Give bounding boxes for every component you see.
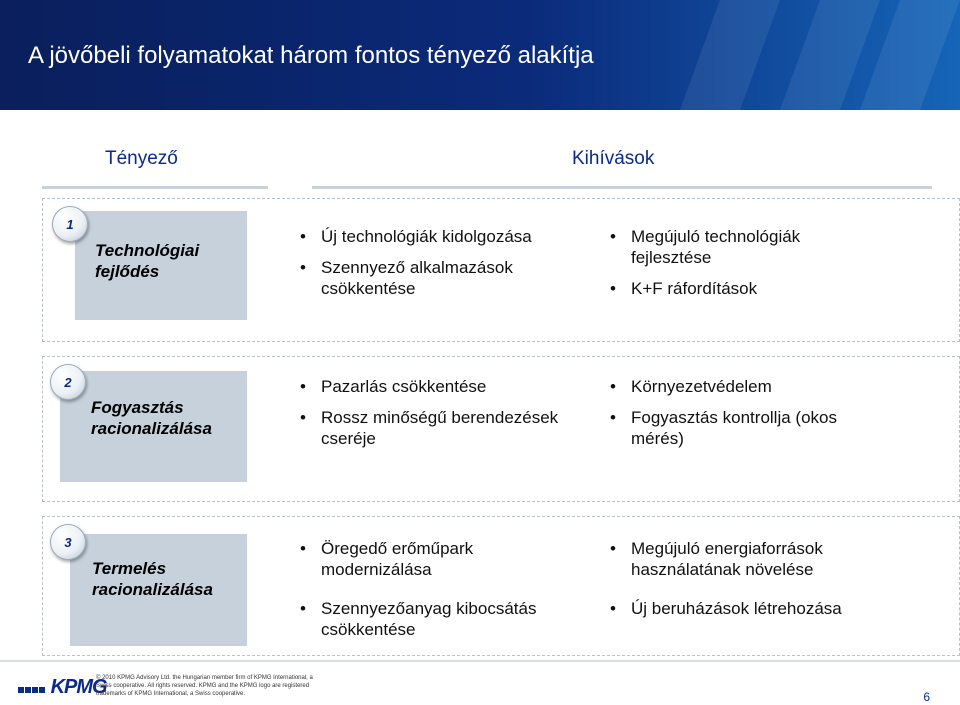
challenge-text: Fogyasztás kontrollja (okos mérés) <box>631 408 837 448</box>
number-badge-3: 3 <box>50 524 86 560</box>
list-item <box>300 538 580 580</box>
challenge-text: K+F ráfordítások <box>631 279 758 298</box>
list-item <box>610 226 830 268</box>
challenge-text: Megújuló energiaforrások használatának növelése <box>631 539 823 579</box>
column-header-challenges: Kihívások <box>572 148 655 169</box>
list-item <box>610 407 840 449</box>
challenge-list-3a <box>300 538 580 650</box>
column-divider <box>42 186 268 189</box>
challenge-text: Megújuló technológiák fejlesztése <box>631 227 801 267</box>
challenge-list-1b <box>610 226 830 309</box>
list-item <box>610 278 830 299</box>
bullet-icon: • <box>300 258 306 277</box>
challenge-text: Pazarlás csökkentése <box>321 377 487 396</box>
challenge-text: Öregedő erőműpark modernizálása <box>321 539 474 579</box>
challenge-list-2b <box>610 376 840 459</box>
bullet-icon: • <box>300 408 306 427</box>
logo-square-icon <box>39 687 45 693</box>
challenge-list-2a <box>300 376 590 459</box>
challenge-text: Új technológiák kidolgozása <box>321 227 532 246</box>
kpmg-logo <box>18 676 107 699</box>
challenge-list-3b <box>610 538 855 629</box>
column-divider <box>312 186 932 189</box>
bullet-icon: • <box>610 599 616 618</box>
factor-label-line: Technológiai <box>95 241 200 260</box>
legal-notice: © 2010 KPMG Advisory Ltd. the Hungarian member firm of KPMG International, a Swiss cooperative. All rights reserved. KPMG and the KPMG logo are registered trademarks of KPMG International, a Swiss cooperative. <box>96 675 313 697</box>
factor-label-line: racionalizálása <box>92 580 213 599</box>
list-item <box>300 598 580 640</box>
factor-label-line: fejlődés <box>95 262 160 281</box>
number-badge-2: 2 <box>50 364 86 400</box>
factor-label-line: Termelés <box>92 559 167 578</box>
challenge-text: Rossz minőségű berendezések cseréje <box>321 408 559 448</box>
list-item <box>300 257 570 299</box>
logo-text: KPMG <box>50 676 107 698</box>
list-item <box>300 376 590 397</box>
bullet-icon: • <box>610 279 616 298</box>
bullet-icon: • <box>300 539 306 558</box>
list-item <box>610 598 855 619</box>
challenge-text: Szennyezőanyag kibocsátás csökkentése <box>321 599 537 639</box>
logo-square-icon <box>25 687 31 693</box>
list-item <box>300 407 590 449</box>
factor-label-line: Fogyasztás <box>91 398 184 417</box>
challenge-text: Új beruházások létrehozása <box>631 599 842 618</box>
factor-label-2 <box>91 397 212 439</box>
factor-label-1 <box>95 240 199 282</box>
challenge-list-1a <box>300 226 570 309</box>
list-item <box>610 376 840 397</box>
bullet-icon: • <box>300 377 306 396</box>
decorative-stripe <box>860 0 960 110</box>
bullet-icon: • <box>610 539 616 558</box>
bullet-icon: • <box>610 227 616 246</box>
page-number: 6 <box>923 690 930 704</box>
page-title: A jövőbeli folyamatokat három fontos tényező alakítja <box>28 42 594 69</box>
bullet-icon: • <box>300 227 306 246</box>
bullet-icon: • <box>610 408 616 427</box>
decorative-stripe <box>680 0 780 110</box>
bullet-icon: • <box>300 599 306 618</box>
factor-label-3 <box>92 558 213 600</box>
footer <box>0 660 960 705</box>
column-header-factor: Tényező <box>105 148 178 169</box>
challenge-text: Környezetvédelem <box>631 377 772 396</box>
factor-label-line: racionalizálása <box>91 419 212 438</box>
number-badge-1: 1 <box>52 206 88 242</box>
bullet-icon: • <box>610 377 616 396</box>
logo-square-icon <box>18 687 24 693</box>
list-item <box>300 226 570 247</box>
logo-square-icon <box>32 687 38 693</box>
list-item <box>610 538 855 580</box>
challenge-text: Szennyező alkalmazások csökkentése <box>321 258 513 298</box>
title-bar <box>0 0 960 110</box>
